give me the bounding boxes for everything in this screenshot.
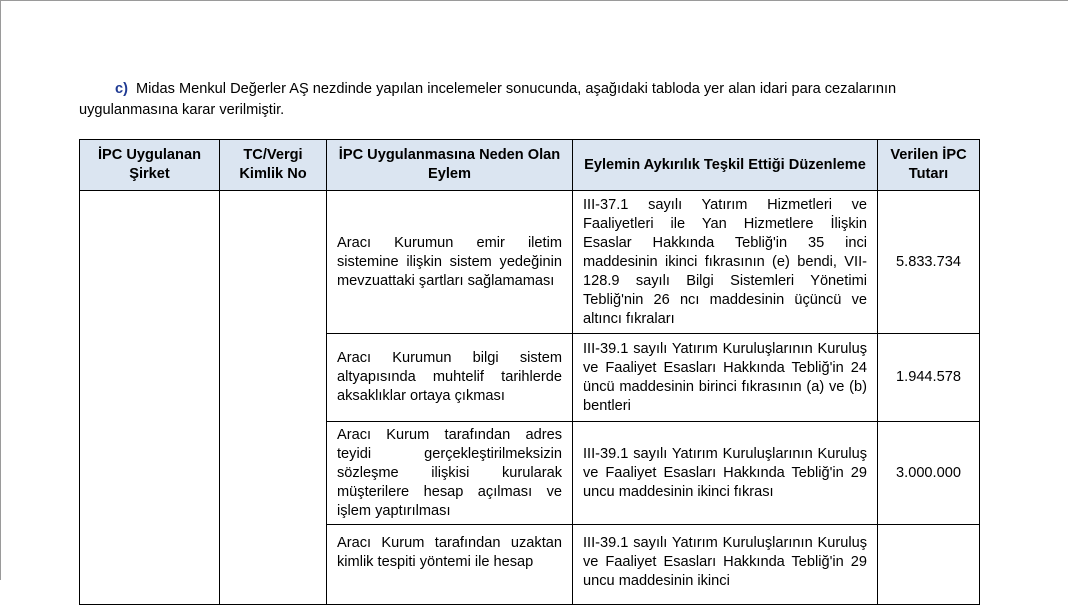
action-cell: Aracı Kurumun bilgi sistem altyapısında muhtelif tarihlerde aksaklıklar ortaya çıkması — [327, 334, 573, 422]
regulation-cell: III-37.1 sayılı Yatırım Hizmetleri ve Faaliyetleri ile Yan Hizmetlere İlişkin Esaslar Hakkında Tebliğ'in 35 inci maddesinin ikinci fıkrasının (e) bendi, VII-128.9 sayılı Bilgi Sistemleri Yönetimi Tebliğ'nin 26 ncı maddesinin üçüncü ve altıncı fıkraları — [573, 191, 878, 334]
header-tax-id: TC/Vergi Kimlik No — [220, 140, 327, 191]
section-marker: c) — [115, 81, 128, 97]
amount-cell: 3.000.000 — [878, 422, 980, 525]
regulation-cell: III-39.1 sayılı Yatırım Kuruluşlarının Kuruluş ve Faaliyet Esasları Hakkında Tebliğ'in 24 üncü maddesinin birinci fıkrasının (a) ve (b) bentleri — [573, 334, 878, 422]
penalty-table — [79, 139, 980, 605]
regulation-cell: III-39.1 sayılı Yatırım Kuruluşlarının Kuruluş ve Faaliyet Esasları Hakkında Tebliğ'in 29 uncu maddesinin ikinci fıkrası — [573, 422, 878, 525]
page-edge-left — [0, 0, 1, 580]
page-edge-top — [0, 0, 1068, 1]
intro-paragraph — [79, 79, 994, 121]
header-company: İPC Uygulanan Şirket — [80, 140, 220, 191]
tax-id-cell — [220, 191, 327, 605]
table-header-row — [80, 140, 980, 191]
header-action: İPC Uygulanmasına Neden Olan Eylem — [327, 140, 573, 191]
header-regulation: Eylemin Aykırılık Teşkil Ettiği Düzenleme — [573, 140, 878, 191]
header-amount: Verilen İPC Tutarı — [878, 140, 980, 191]
intro-text: Midas Menkul Değerler AŞ nezdinde yapılan incelemeler sonucunda, aşağıdaki tabloda yer alan idari para cezalarının uygulanmasına karar verilmiştir. — [79, 81, 897, 118]
amount-cell: 5.833.734 — [878, 191, 980, 334]
action-cell: Aracı Kurumun emir iletim sistemine ilişkin sistem yedeğinin mevzuattaki şartları sağlamaması — [327, 191, 573, 334]
action-cell: Aracı Kurum tarafından adres teyidi gerçekleştirilmeksizin sözleşme ilişkisi kurularak müşterilere hesap açılması ve işlem yaptırılması — [327, 422, 573, 525]
amount-cell: 1.944.578 — [878, 334, 980, 422]
action-cell: Aracı Kurum tarafından uzaktan kimlik tespiti yöntemi ile hesap — [327, 525, 573, 605]
amount-cell — [878, 525, 980, 605]
company-cell — [80, 191, 220, 605]
regulation-cell: III-39.1 sayılı Yatırım Kuruluşlarının Kuruluş ve Faaliyet Esasları Hakkında Tebliğ'in 29 uncu maddesinin ikinci — [573, 525, 878, 605]
table-row — [80, 191, 980, 334]
